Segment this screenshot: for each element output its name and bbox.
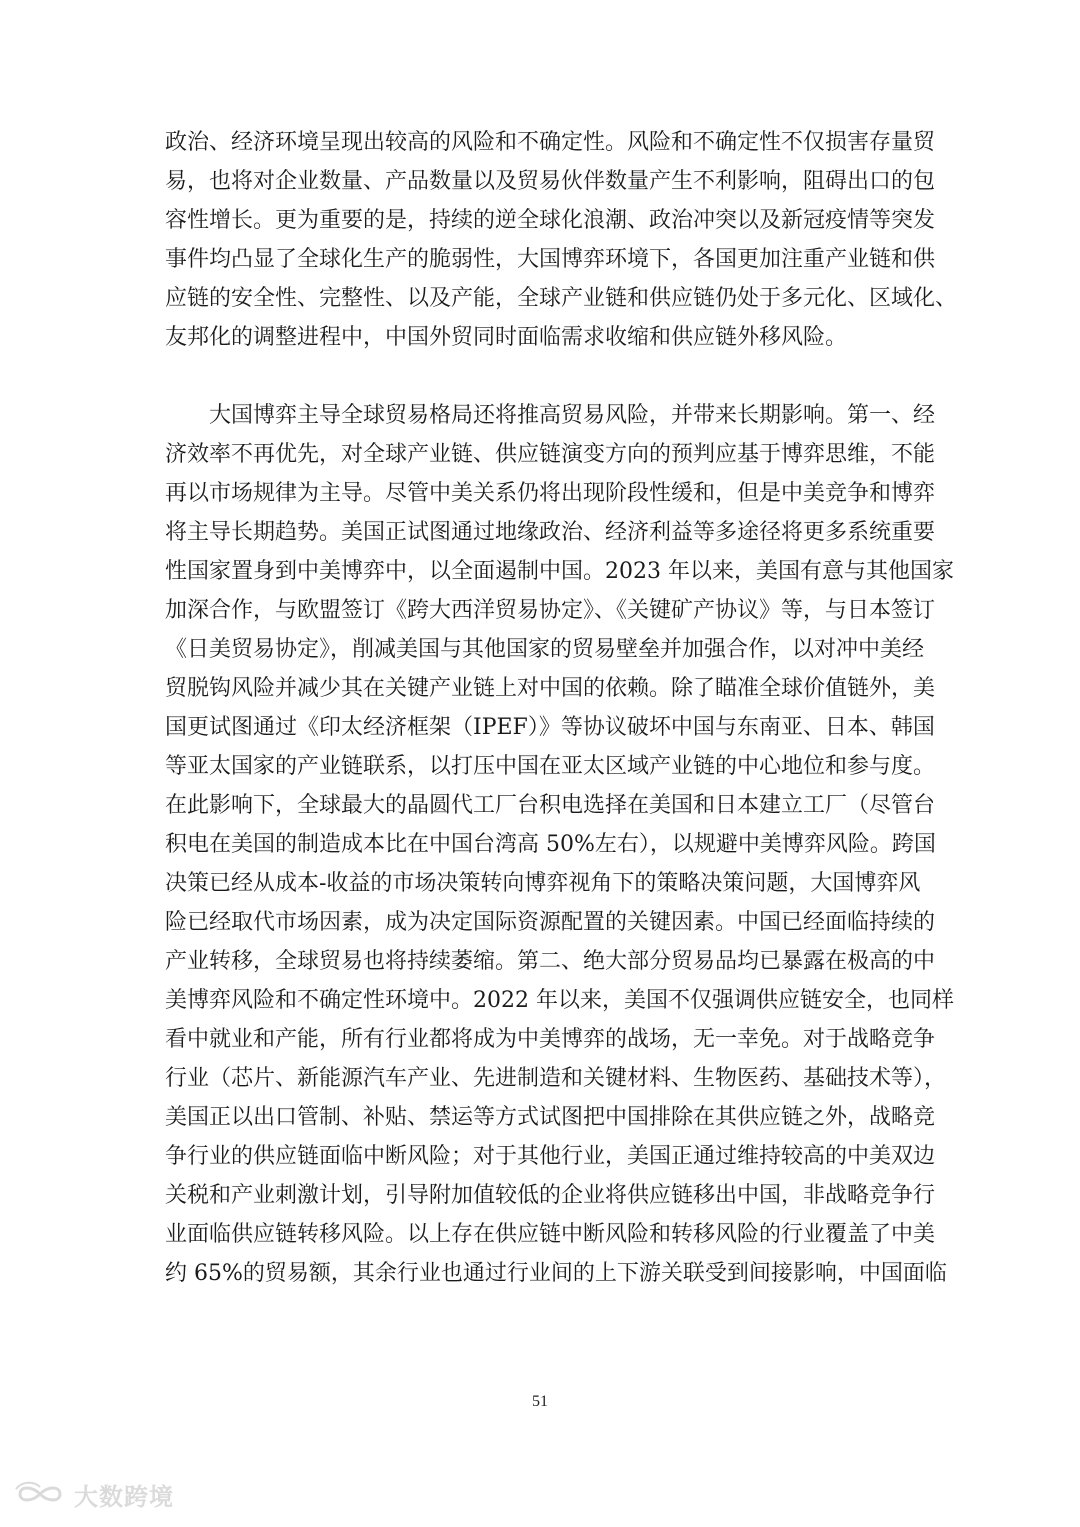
text-line-indented: 大国博弈主导全球贸易格局还将推高贸易风险，并带来长期影响。第一、经 — [209, 403, 936, 428]
paragraph-2 — [165, 396, 954, 1293]
paragraph-1 — [165, 123, 958, 357]
text-line: 在此影响下，全球最大的晶圆代工厂台积电选择在美国和日本建立工厂（尽管台 — [165, 793, 936, 818]
watermark — [14, 1476, 174, 1512]
text-line: 约 65%的贸易额，其余行业也通过行业间的上下游关联受到间接影响，中国面临 — [165, 1261, 947, 1286]
text-line: 事件均凸显了全球化生产的脆弱性，大国博弈环境下，各国更加注重产业链和供 — [165, 247, 936, 272]
text-line: 再以市场规律为主导。尽管中美关系仍将出现阶段性缓和，但是中美竞争和博弈 — [165, 481, 936, 506]
text-line: 看中就业和产能，所有行业都将成为中美博弈的战场，无一幸免。对于战略竞争 — [165, 1027, 936, 1052]
text-line: 容性增长。更为重要的是，持续的逆全球化浪潮、政治冲突以及新冠疫情等突发 — [165, 208, 936, 233]
text-line: 贸脱钩风险并减少其在关键产业链上对中国的依赖。除了瞄准全球价值链外，美 — [165, 676, 936, 701]
text-line: 将主导长期趋势。美国正试图通过地缘政治、经济利益等多途径将更多系统重要 — [165, 520, 936, 545]
text-line: 争行业的供应链面临中断风险；对于其他行业，美国正通过维持较高的中美双边 — [165, 1144, 936, 1169]
text-line: 济效率不再优先，对全球产业链、供应链演变方向的预判应基于博弈思维，不能 — [165, 442, 936, 467]
text-line: 等亚太国家的产业链联系，以打压中国在亚太区域产业链的中心地位和参与度。 — [165, 754, 936, 779]
text-line: 行业（芯片、新能源汽车产业、先进制造和关键材料、生物医药、基础技术等）， — [165, 1066, 947, 1091]
infinity-swirl-logo-icon — [14, 1479, 68, 1509]
text-line: 国更试图通过《印太经济框架（IPEF）》等协议破坏中国与东南亚、日本、韩国 — [165, 715, 935, 740]
text-line: 应链的安全性、完整性、以及产能，全球产业链和供应链仍处于多元化、区域化、 — [165, 286, 958, 311]
text-line: 政治、经济环境呈现出较高的风险和不确定性。风险和不确定性不仅损害存量贸 — [165, 130, 936, 155]
text-line: 美博弈风险和不确定性环境中。2022 年以来，美国不仅强调供应链安全，也同样 — [165, 988, 954, 1013]
text-line: 积电在美国的制造成本比在中国台湾高 50%左右），以规避中美博弈风险。跨国 — [165, 832, 936, 857]
text-line: 《日美贸易协定》，削减美国与其他国家的贸易壁垒并加强合作，以对冲中美经 — [165, 637, 925, 662]
text-line: 友邦化的调整进程中，中国外贸同时面临需求收缩和供应链外移风险。 — [165, 325, 848, 350]
text-line: 险已经取代市场因素，成为决定国际资源配置的关键因素。中国已经面临持续的 — [165, 910, 936, 935]
page-number: 51 — [532, 1393, 548, 1410]
text-line: 业面临供应链转移风险。以上存在供应链中断风险和转移风险的行业覆盖了中美 — [165, 1222, 936, 1247]
text-line: 易，也将对企业数量、产品数量以及贸易伙伴数量产生不利影响，阻碍出口的包 — [165, 169, 936, 194]
text-line: 关税和产业刺激计划，引导附加值较低的企业将供应链移出中国，非战略竞争行 — [165, 1183, 936, 1208]
text-line: 产业转移，全球贸易也将持续萎缩。第二、绝大部分贸易品均已暴露在极高的中 — [165, 949, 936, 974]
watermark-text: 大数跨境 — [74, 1482, 174, 1511]
text-line: 美国正以出口管制、补贴、禁运等方式试图把中国排除在其供应链之外，战略竞 — [165, 1105, 936, 1130]
text-line: 加深合作，与欧盟签订《跨大西洋贸易协定》、《关键矿产协议》等，与日本签订 — [165, 598, 936, 623]
text-line: 决策已经从成本-收益的市场决策转向博弈视角下的策略决策问题，大国博弈风 — [165, 871, 921, 896]
text-line: 性国家置身到中美博弈中，以全面遏制中国。2023 年以来，美国有意与其他国家 — [165, 559, 954, 584]
